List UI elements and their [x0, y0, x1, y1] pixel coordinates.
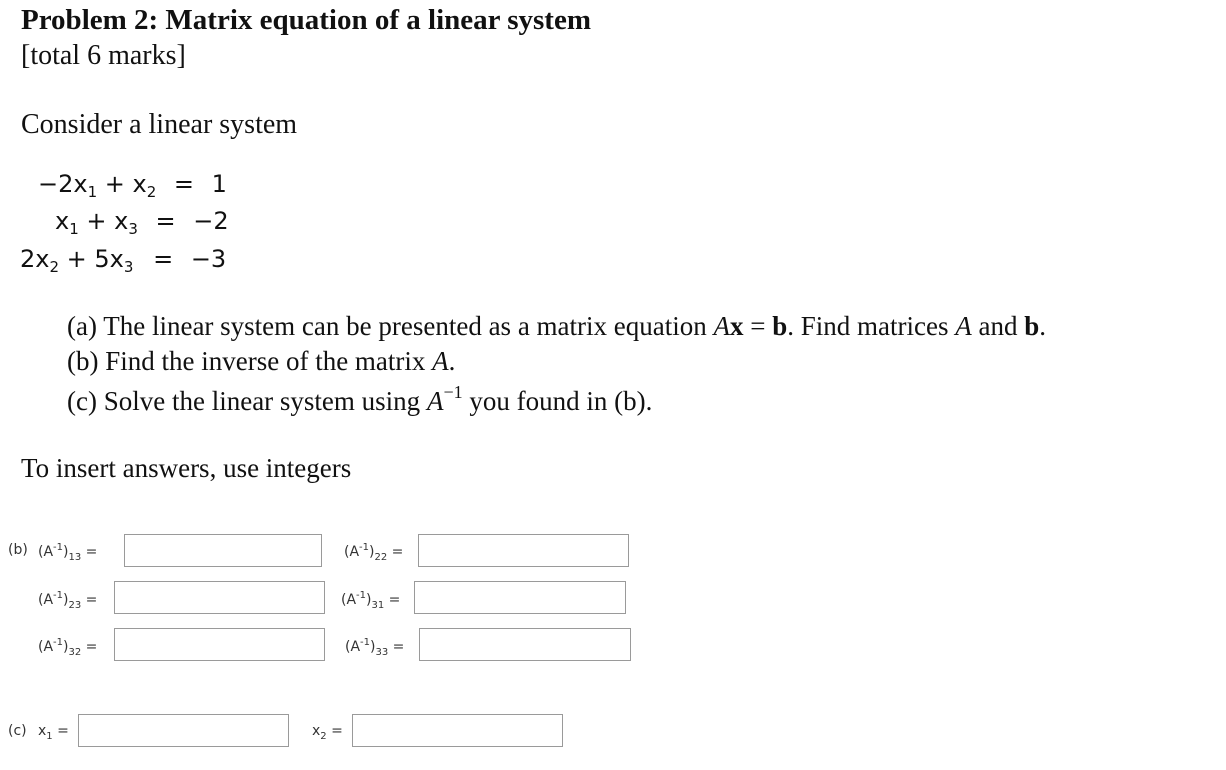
part-b-prefix: (b)	[8, 542, 28, 558]
x1-label: $x_1$ =	[38, 723, 69, 742]
total-marks: [total 6 marks]	[21, 40, 186, 71]
equation-3-lhs: $2x_2 + 5x_3$	[20, 245, 134, 276]
instruction-text: To insert answers, use integers	[21, 453, 352, 483]
x2-input[interactable]	[352, 714, 563, 747]
inverse-22-label: $(A^{-1})_{22}$ =	[344, 542, 404, 563]
inverse-22-input[interactable]	[418, 534, 629, 567]
inverse-23-label: $(A^{-1})_{23}$ =	[38, 590, 98, 611]
problem-title: Problem 2: Matrix equation of a linear system	[21, 4, 591, 36]
inverse-13-input[interactable]	[124, 534, 322, 567]
inverse-13-label: $(A^{-1})_{13}$ =	[38, 542, 98, 563]
equation-1-rhs: 1	[211, 170, 227, 198]
equation-1-lhs: $-2x_1 + x_2$	[38, 170, 157, 201]
part-b-text: (b) Find the inverse of the matrix A.	[67, 346, 456, 376]
part-a-text: (a) The linear system can be presented as a matrix equation Ax = b. Find matrices A and b.	[67, 311, 1047, 341]
equation-2-lhs: $x_1 + x_3$	[55, 207, 138, 238]
inverse-32-label: $(A^{-1})_{32}$ =	[38, 637, 98, 658]
inverse-31-input[interactable]	[414, 581, 626, 614]
inverse-32-input[interactable]	[114, 628, 325, 661]
equation-1: $-2x_1 + x_2 = 1$	[38, 170, 227, 201]
part-c-text: (c) Solve the linear system using $A^{-1}$ you found in (b).	[67, 382, 653, 416]
inverse-33-label: $(A^{-1})_{33}$ =	[345, 637, 405, 658]
inverse-31-label: $(A^{-1})_{31}$ =	[341, 590, 401, 611]
equation-2: $x_1 + x_3 = -2$	[55, 207, 229, 238]
equation-3: $2x_2 + 5x_3 = -3$	[20, 245, 227, 276]
inverse-23-input[interactable]	[114, 581, 325, 614]
x1-input[interactable]	[78, 714, 289, 747]
inverse-33-input[interactable]	[419, 628, 631, 661]
x2-label: $x_2$ =	[312, 723, 343, 742]
equation-2-rhs: −2	[193, 207, 229, 235]
intro-text: Consider a linear system	[21, 109, 298, 140]
equation-3-rhs: −3	[190, 245, 227, 273]
part-c-prefix: (c)	[8, 723, 27, 739]
